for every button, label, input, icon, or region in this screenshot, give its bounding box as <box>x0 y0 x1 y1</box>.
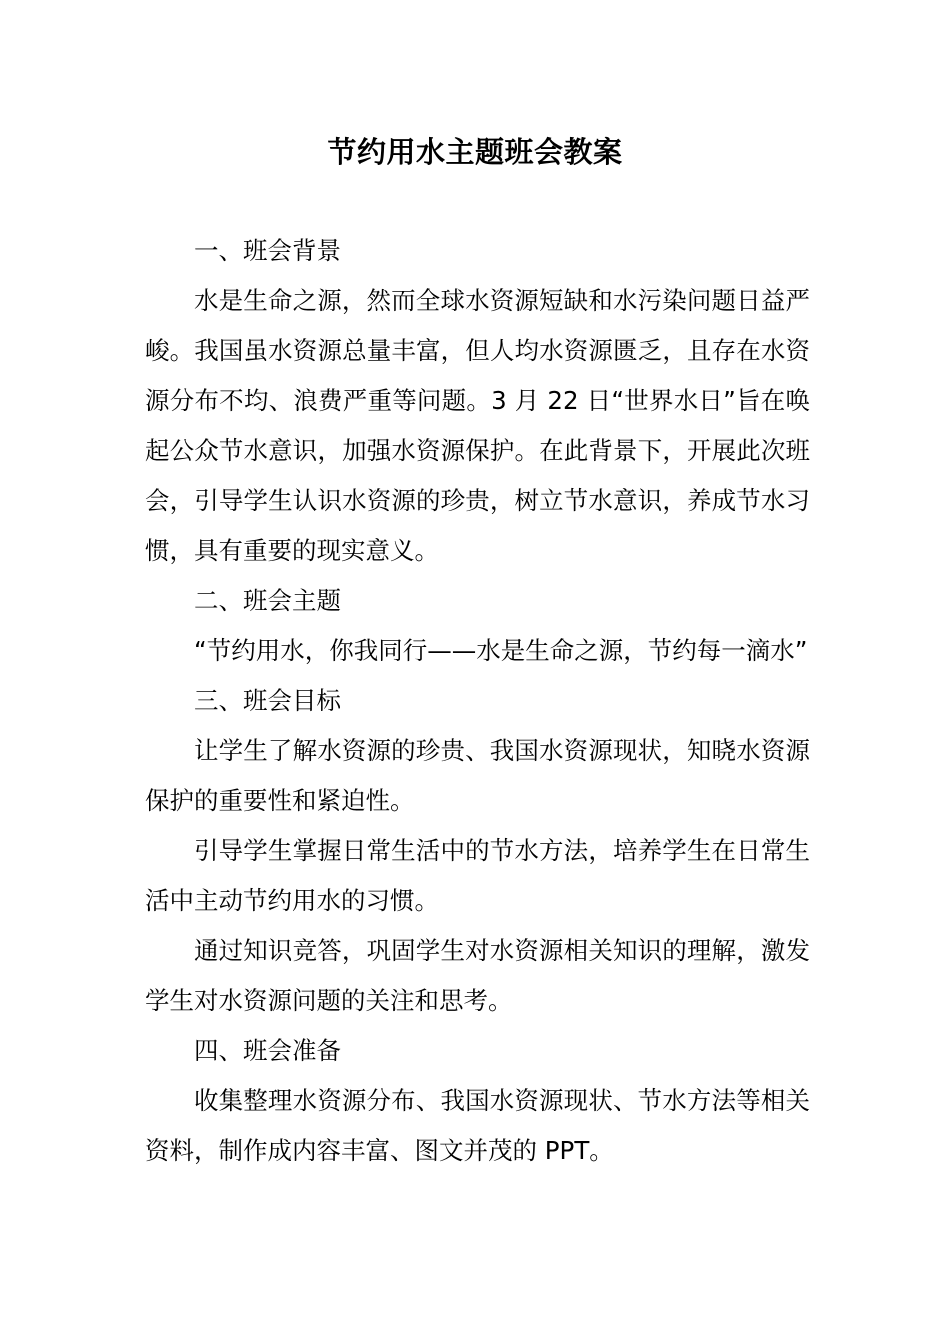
section-heading-preparation: 四、班会准备 <box>194 1036 341 1065</box>
section-heading-background: 一、班会背景 <box>194 236 341 265</box>
paragraph-background: 水是生命之源，然而全球水资源短缺和水污染问题日益严峻。我国虽水资源总量丰富，但人均水资源匮乏，且存在水资源分布不均、浪费严重等问题。3 月 22 日“世界水日”旨在唤起公众节水意识，加强水资源保护。在此背景下，开展此次班会，引导学生认识水资源的珍贵，树立节水意识，养成节水习惯，具有重要的现实意义。 <box>145 286 810 565</box>
document-body <box>145 226 810 1176</box>
paragraph-goal-3: 通过知识竞答，巩固学生对水资源相关知识的理解，激发学生对水资源问题的关注和思考。 <box>145 936 810 1015</box>
paragraph-preparation: 收集整理水资源分布、我国水资源现状、节水方法等相关资料，制作成内容丰富、图文并茂的 PPT。 <box>145 1086 810 1165</box>
paragraph-theme: “节约用水，你我同行——水是生命之源，节约每一滴水” <box>194 636 808 665</box>
paragraph-goal-2: 引导学生掌握日常生活中的节水方法，培养学生在日常生活中主动节约用水的习惯。 <box>145 836 810 915</box>
paragraph-goal-1: 让学生了解水资源的珍贵、我国水资源现状，知晓水资源保护的重要性和紧迫性。 <box>145 736 810 815</box>
document-title: 节约用水主题班会教案 <box>327 135 623 169</box>
section-heading-theme: 二、班会主题 <box>194 586 341 615</box>
section-heading-goals: 三、班会目标 <box>194 686 341 715</box>
